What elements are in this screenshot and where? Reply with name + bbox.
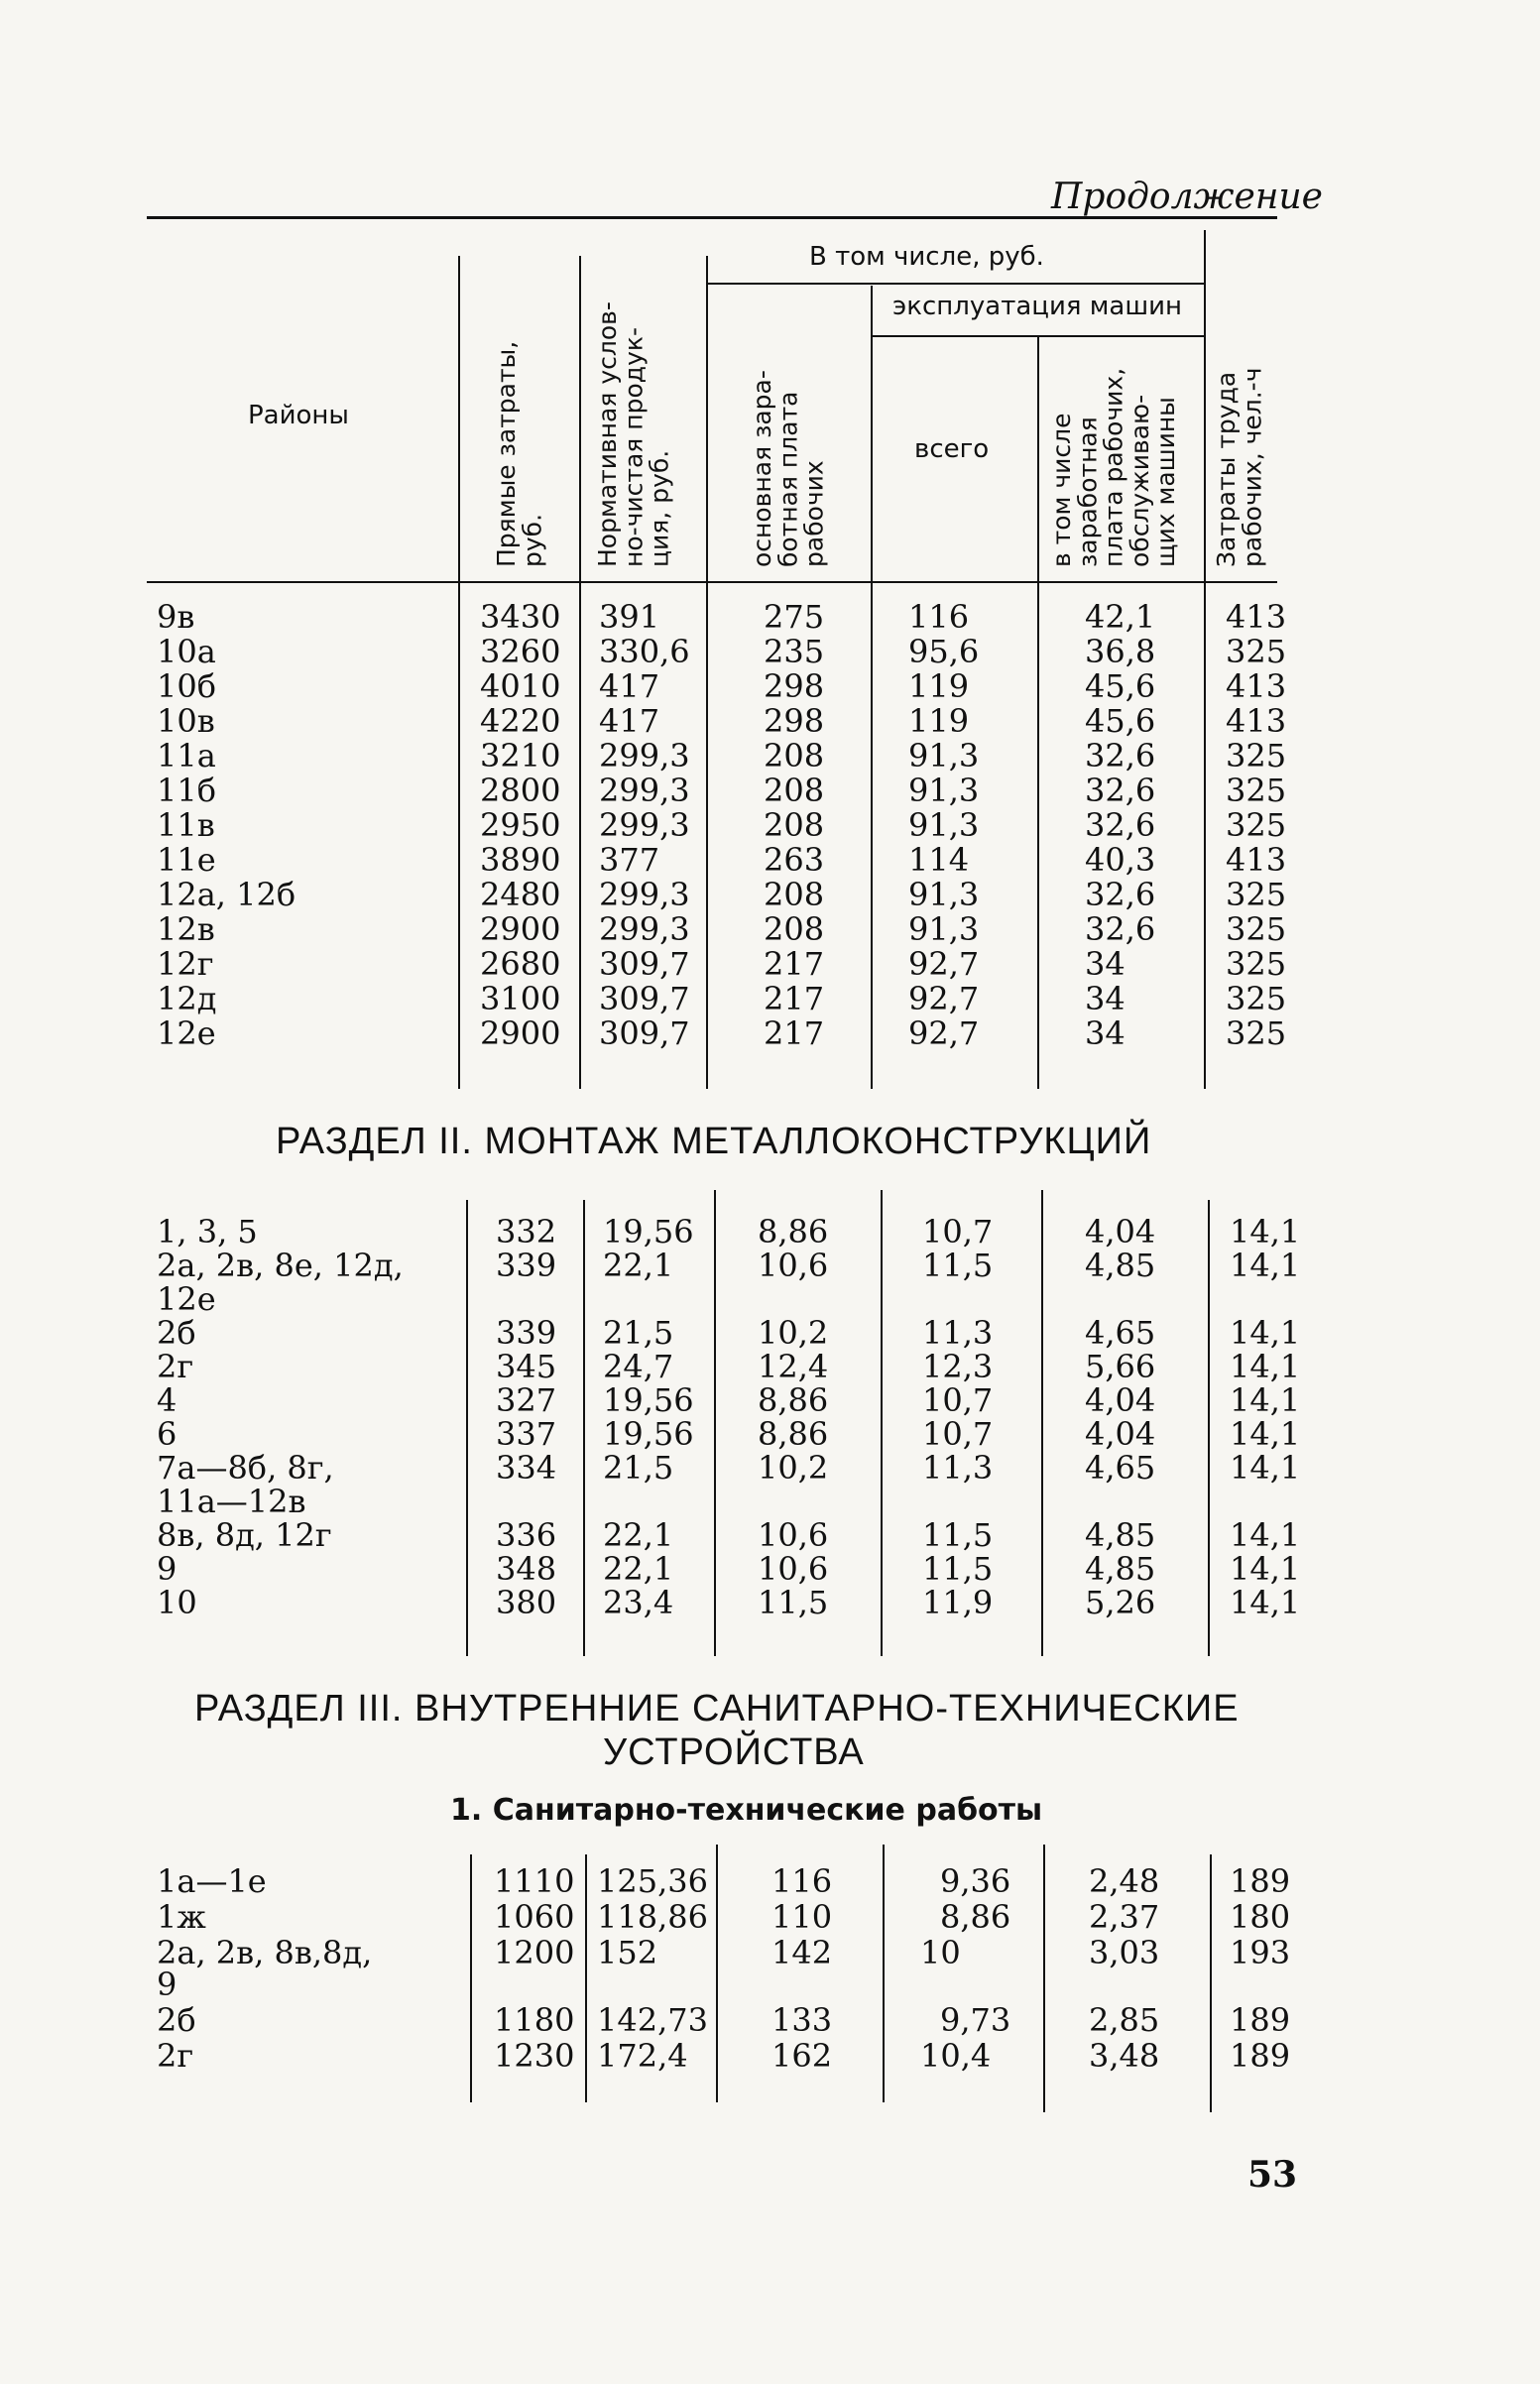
s2-col-divider-3 xyxy=(714,1190,716,1656)
cell-trud: 14,1 xyxy=(1230,1449,1301,1487)
cell-vsego: 95,6 xyxy=(908,633,980,670)
cell-trud: 189 xyxy=(1230,1862,1291,1900)
header-subrule-1 xyxy=(706,283,1204,285)
cell-vsego: 10,7 xyxy=(922,1415,994,1453)
header-subrule-2 xyxy=(871,335,1204,337)
cell-zarplata: 32,6 xyxy=(1085,737,1156,775)
cell-pryamye: 3260 xyxy=(480,633,561,670)
cell-trud: 325 xyxy=(1226,633,1287,670)
cell-normativnaya: 19,56 xyxy=(603,1415,694,1453)
cell-pryamye: 1110 xyxy=(494,1862,575,1900)
cell-zarplata: 5,26 xyxy=(1085,1584,1156,1621)
s2-col-divider-6 xyxy=(1208,1200,1210,1656)
header-rayony: Районы xyxy=(248,401,349,430)
cell-zarplata: 4,85 xyxy=(1085,1247,1156,1284)
cell-zarplata: 32,6 xyxy=(1085,772,1156,809)
cell-pryamye: 1180 xyxy=(494,2001,575,2039)
cell-vsego: 11,5 xyxy=(922,1550,994,1588)
cell-zarplata: 4,65 xyxy=(1085,1314,1156,1352)
cell-pryamye: 4220 xyxy=(480,702,561,740)
cell-osnovnaya: 298 xyxy=(764,667,825,705)
cell-trud: 325 xyxy=(1226,772,1287,809)
cell-normativnaya: 377 xyxy=(599,841,660,879)
cell-trud: 14,1 xyxy=(1230,1415,1301,1453)
cell-trud: 413 xyxy=(1226,667,1287,705)
page-number: 53 xyxy=(1247,2154,1298,2196)
cell-vsego: 91,3 xyxy=(908,772,980,809)
cell-pryamye: 345 xyxy=(496,1348,557,1385)
cell-normativnaya: 19,56 xyxy=(603,1381,694,1419)
cell-trud: 325 xyxy=(1226,737,1287,775)
cell-rayon: 8в, 8д, 12г xyxy=(157,1516,332,1554)
cell-normativnaya: 21,5 xyxy=(603,1449,674,1487)
cell-zarplata: 45,6 xyxy=(1085,667,1156,705)
cell-rayon: 12д xyxy=(157,980,217,1017)
cell-vsego: 11,9 xyxy=(922,1584,994,1621)
cell-rayon: 2а, 2в, 8е, 12д, xyxy=(157,1247,404,1284)
cell-pryamye: 2800 xyxy=(480,772,561,809)
cell-osnovnaya: 217 xyxy=(764,980,825,1017)
cell-normativnaya: 417 xyxy=(599,702,660,740)
cell-vsego: 92,7 xyxy=(908,1014,980,1052)
s2-col-divider-5 xyxy=(1041,1190,1043,1656)
cell-osnovnaya: 10,2 xyxy=(758,1449,829,1487)
cell-vsego: 11,3 xyxy=(922,1314,994,1352)
cell-osnovnaya: 10,6 xyxy=(758,1247,829,1284)
s3-col-divider-4 xyxy=(883,1845,885,2102)
cell-normativnaya: 330,6 xyxy=(599,633,690,670)
cell-pryamye: 3430 xyxy=(480,598,561,636)
cell-vsego: 91,3 xyxy=(908,876,980,913)
cell-rayon: 2а, 2в, 8в,8д, xyxy=(157,1934,373,1971)
cell-normativnaya: 22,1 xyxy=(603,1247,674,1284)
cell-normativnaya: 142,73 xyxy=(597,2001,708,2039)
cell-normativnaya: 309,7 xyxy=(599,945,690,983)
header-zatraty-truda: Затраты труда рабочих, чел.-ч xyxy=(1212,367,1267,567)
cell-zarplata: 2,85 xyxy=(1089,2001,1160,2039)
cell-normativnaya: 22,1 xyxy=(603,1550,674,1588)
cell-vsego: 11,3 xyxy=(922,1449,994,1487)
cell-rayon: 4 xyxy=(157,1381,178,1419)
cell-zarplata: 45,6 xyxy=(1085,702,1156,740)
cell-zarplata: 32,6 xyxy=(1085,876,1156,913)
s3-col-divider-1 xyxy=(470,1854,472,2102)
cell-rayon: 10 xyxy=(157,1584,197,1621)
section2-title: РАЗДЕЛ II. МОНТАЖ МЕТАЛЛОКОНСТРУКЦИЙ xyxy=(276,1121,1152,1162)
section3-subtitle: 1. Санитарно-технические работы xyxy=(450,1793,1043,1828)
cell-osnovnaya: 142 xyxy=(771,1934,833,1971)
header-ekspluatatsiya: эксплуатация машин xyxy=(892,292,1183,321)
cell-vsego: 119 xyxy=(908,667,970,705)
cell-osnovnaya: 10,6 xyxy=(758,1516,829,1554)
cell-zarplata: 4,04 xyxy=(1085,1415,1156,1453)
cell-trud: 325 xyxy=(1226,910,1287,948)
cell-vsego: 10 xyxy=(920,1934,961,1971)
cell-pryamye: 348 xyxy=(496,1550,557,1588)
cell-osnovnaya: 8,86 xyxy=(758,1415,829,1453)
cell-osnovnaya: 208 xyxy=(764,806,825,844)
cell-vsego: 10,4 xyxy=(920,2037,992,2075)
cell-zarplata: 32,6 xyxy=(1085,806,1156,844)
cell-trud: 413 xyxy=(1226,702,1287,740)
cell-normativnaya: 309,7 xyxy=(599,980,690,1017)
cell-pryamye: 1200 xyxy=(494,1934,575,1971)
section3-title-line2: УСТРОЙСТВА xyxy=(603,1731,865,1773)
cell-zarplata: 4,85 xyxy=(1085,1516,1156,1554)
cell-trud: 14,1 xyxy=(1230,1348,1301,1385)
cell-vsego: 91,3 xyxy=(908,737,980,775)
cell-trud: 14,1 xyxy=(1230,1314,1301,1352)
cell-zarplata: 4,85 xyxy=(1085,1550,1156,1588)
cell-zarplata: 3,03 xyxy=(1089,1934,1160,1971)
cell-zarplata: 34 xyxy=(1085,1014,1125,1052)
cell-vsego: 10,7 xyxy=(922,1381,994,1419)
cell-rayon: 10а xyxy=(157,633,216,670)
cell-normativnaya: 24,7 xyxy=(603,1348,674,1385)
cell-rayon: 10в xyxy=(157,702,215,740)
cell-pryamye: 3100 xyxy=(480,980,561,1017)
cell-rayon: 9 xyxy=(157,1550,178,1588)
cell-rayon: 9 xyxy=(157,1966,178,2003)
cell-osnovnaya: 12,4 xyxy=(758,1348,829,1385)
cell-rayon: 6 xyxy=(157,1415,178,1453)
cell-trud: 14,1 xyxy=(1230,1516,1301,1554)
cell-rayon: 2г xyxy=(157,2037,194,2075)
cell-osnovnaya: 10,2 xyxy=(758,1314,829,1352)
cell-trud: 189 xyxy=(1230,2037,1291,2075)
col-divider-1 xyxy=(458,256,460,1089)
s3-col-divider-5 xyxy=(1043,1845,1045,2112)
cell-osnovnaya: 116 xyxy=(771,1862,833,1900)
cell-rayon: 9в xyxy=(157,598,195,636)
cell-trud: 14,1 xyxy=(1230,1381,1301,1419)
cell-rayon: 11в xyxy=(157,806,215,844)
cell-normativnaya: 309,7 xyxy=(599,1014,690,1052)
cell-rayon: 11а xyxy=(157,737,216,775)
cell-zarplata: 5,66 xyxy=(1085,1348,1156,1385)
cell-pryamye: 332 xyxy=(496,1213,557,1251)
cell-osnovnaya: 208 xyxy=(764,876,825,913)
cell-pryamye: 339 xyxy=(496,1314,557,1352)
s3-col-divider-6 xyxy=(1210,1854,1212,2112)
cell-rayon: 10б xyxy=(157,667,216,705)
cell-rayon: 1а—1е xyxy=(157,1862,267,1900)
cell-vsego: 92,7 xyxy=(908,980,980,1017)
cell-pryamye: 3210 xyxy=(480,737,561,775)
cell-osnovnaya: 235 xyxy=(764,633,825,670)
cell-rayon: 11б xyxy=(157,772,216,809)
table-header xyxy=(147,222,1277,579)
cell-trud: 189 xyxy=(1230,2001,1291,2039)
cell-osnovnaya: 208 xyxy=(764,772,825,809)
s2-col-divider-4 xyxy=(881,1190,883,1656)
cell-rayon: 12а, 12б xyxy=(157,876,296,913)
header-bottom-rule xyxy=(147,581,1277,583)
cell-osnovnaya: 263 xyxy=(764,841,825,879)
cell-zarplata: 42,1 xyxy=(1085,598,1156,636)
cell-zarplata: 3,48 xyxy=(1089,2037,1160,2075)
s3-col-divider-2 xyxy=(585,1854,587,2102)
cell-pryamye: 3890 xyxy=(480,841,561,879)
cell-rayon: 2б xyxy=(157,1314,196,1352)
cell-normativnaya: 299,3 xyxy=(599,806,690,844)
cell-zarplata: 4,65 xyxy=(1085,1449,1156,1487)
s3-col-divider-3 xyxy=(716,1845,718,2102)
cell-normativnaya: 299,3 xyxy=(599,772,690,809)
section3-title-line1: РАЗДЕЛ III. ВНУТРЕННИЕ САНИТАРНО-ТЕХНИЧЕСКИЕ xyxy=(194,1688,1240,1729)
cell-osnovnaya: 208 xyxy=(764,910,825,948)
cell-trud: 14,1 xyxy=(1230,1213,1301,1251)
cell-rayon: 12е xyxy=(157,1014,216,1052)
cell-pryamye: 334 xyxy=(496,1449,557,1487)
cell-trud: 193 xyxy=(1230,1934,1291,1971)
cell-rayon: 7а—8б, 8г, xyxy=(157,1449,334,1487)
cell-zarplata: 40,3 xyxy=(1085,841,1156,879)
cell-normativnaya: 172,4 xyxy=(597,2037,688,2075)
cell-trud: 325 xyxy=(1226,945,1287,983)
cell-pryamye: 1060 xyxy=(494,1898,575,1936)
cell-pryamye: 4010 xyxy=(480,667,561,705)
cell-pryamye: 2900 xyxy=(480,1014,561,1052)
cell-osnovnaya: 11,5 xyxy=(758,1584,829,1621)
cell-pryamye: 2900 xyxy=(480,910,561,948)
cell-vsego: 12,3 xyxy=(922,1348,994,1385)
cell-rayon: 1, 3, 5 xyxy=(157,1213,258,1251)
cell-pryamye: 337 xyxy=(496,1415,557,1453)
cell-vsego: 92,7 xyxy=(908,945,980,983)
cell-vsego: 9,73 xyxy=(940,2001,1011,2039)
cell-pryamye: 327 xyxy=(496,1381,557,1419)
header-v-tom-chisle-zarplata: в том числе заработная плата рабочих, обслуживаю- щих машины xyxy=(1047,367,1180,567)
cell-normativnaya: 21,5 xyxy=(603,1314,674,1352)
continuation-label: Продолжение xyxy=(1051,177,1323,217)
cell-pryamye: 2680 xyxy=(480,945,561,983)
cell-zarplata: 32,6 xyxy=(1085,910,1156,948)
cell-osnovnaya: 208 xyxy=(764,737,825,775)
header-normativnaya: Нормативная услов- но-чистая продук- ция, руб. xyxy=(593,301,674,567)
cell-vsego: 116 xyxy=(908,598,970,636)
col-divider-3 xyxy=(706,256,708,1089)
cell-vsego: 11,5 xyxy=(922,1247,994,1284)
cell-rayon: 12в xyxy=(157,910,215,948)
s2-col-divider-2 xyxy=(583,1200,585,1656)
cell-trud: 325 xyxy=(1226,806,1287,844)
col-divider-4 xyxy=(871,286,873,1089)
cell-normativnaya: 391 xyxy=(599,598,660,636)
cell-trud: 325 xyxy=(1226,1014,1287,1052)
cell-osnovnaya: 217 xyxy=(764,1014,825,1052)
cell-trud: 413 xyxy=(1226,841,1287,879)
cell-pryamye: 2480 xyxy=(480,876,561,913)
cell-vsego: 8,86 xyxy=(940,1898,1011,1936)
cell-normativnaya: 299,3 xyxy=(599,910,690,948)
cell-vsego: 91,3 xyxy=(908,910,980,948)
cell-trud: 413 xyxy=(1226,598,1287,636)
cell-trud: 325 xyxy=(1226,980,1287,1017)
cell-zarplata: 2,48 xyxy=(1089,1862,1160,1900)
cell-rayon: 11а—12в xyxy=(157,1483,306,1520)
header-vsego: всего xyxy=(914,434,990,464)
cell-normativnaya: 118,86 xyxy=(597,1898,708,1936)
cell-pryamye: 339 xyxy=(496,1247,557,1284)
cell-pryamye: 2950 xyxy=(480,806,561,844)
cell-vsego: 9,36 xyxy=(940,1862,1011,1900)
cell-normativnaya: 299,3 xyxy=(599,876,690,913)
cell-zarplata: 36,8 xyxy=(1085,633,1156,670)
cell-osnovnaya: 8,86 xyxy=(758,1213,829,1251)
col-divider-5 xyxy=(1037,337,1039,1089)
cell-osnovnaya: 275 xyxy=(764,598,825,636)
cell-normativnaya: 22,1 xyxy=(603,1516,674,1554)
cell-osnovnaya: 217 xyxy=(764,945,825,983)
cell-osnovnaya: 298 xyxy=(764,702,825,740)
cell-normativnaya: 125,36 xyxy=(597,1862,708,1900)
col-divider-2 xyxy=(579,256,581,1089)
cell-vsego: 10,7 xyxy=(922,1213,994,1251)
cell-zarplata: 4,04 xyxy=(1085,1381,1156,1419)
cell-osnovnaya: 133 xyxy=(771,2001,833,2039)
cell-vsego: 114 xyxy=(908,841,970,879)
cell-trud: 325 xyxy=(1226,876,1287,913)
cell-normativnaya: 299,3 xyxy=(599,737,690,775)
cell-trud: 14,1 xyxy=(1230,1247,1301,1284)
cell-normativnaya: 152 xyxy=(597,1934,658,1971)
cell-zarplata: 2,37 xyxy=(1089,1898,1160,1936)
cell-rayon: 12е xyxy=(157,1280,216,1318)
cell-osnovnaya: 110 xyxy=(771,1898,833,1936)
cell-zarplata: 34 xyxy=(1085,945,1125,983)
cell-pryamye: 336 xyxy=(496,1516,557,1554)
cell-rayon: 11е xyxy=(157,841,216,879)
cell-trud: 14,1 xyxy=(1230,1584,1301,1621)
cell-rayon: 2б xyxy=(157,2001,196,2039)
cell-vsego: 11,5 xyxy=(922,1516,994,1554)
cell-rayon: 2г xyxy=(157,1348,194,1385)
col-divider-6 xyxy=(1204,230,1206,1089)
cell-trud: 14,1 xyxy=(1230,1550,1301,1588)
cell-trud: 180 xyxy=(1230,1898,1291,1936)
header-osnovnaya: основная зара- ботная плата рабочих xyxy=(748,370,829,567)
header-pryamye: Прямые затраты, руб. xyxy=(492,340,547,567)
cell-osnovnaya: 10,6 xyxy=(758,1550,829,1588)
header-v-tom-chisle: В том числе, руб. xyxy=(809,242,1044,272)
cell-pryamye: 1230 xyxy=(494,2037,575,2075)
cell-osnovnaya: 8,86 xyxy=(758,1381,829,1419)
cell-vsego: 119 xyxy=(908,702,970,740)
table-top-rule xyxy=(147,216,1277,219)
cell-rayon: 12г xyxy=(157,945,214,983)
cell-pryamye: 380 xyxy=(496,1584,557,1621)
cell-vsego: 91,3 xyxy=(908,806,980,844)
cell-normativnaya: 23,4 xyxy=(603,1584,674,1621)
cell-normativnaya: 417 xyxy=(599,667,660,705)
cell-normativnaya: 19,56 xyxy=(603,1213,694,1251)
cell-zarplata: 4,04 xyxy=(1085,1213,1156,1251)
cell-osnovnaya: 162 xyxy=(771,2037,833,2075)
cell-zarplata: 34 xyxy=(1085,980,1125,1017)
s2-col-divider-1 xyxy=(466,1200,468,1656)
cell-rayon: 1ж xyxy=(157,1898,206,1936)
